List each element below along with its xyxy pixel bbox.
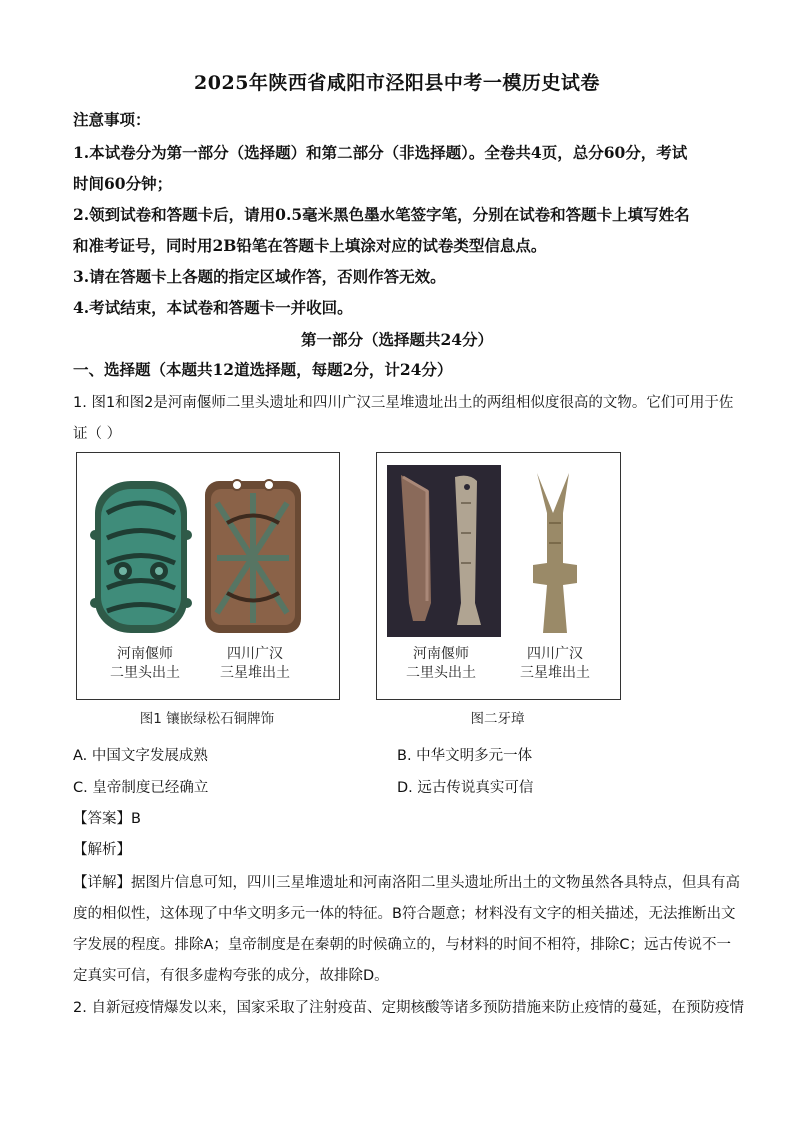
figure-1-right-label: [205, 645, 305, 683]
q2-stem-line-1: 2. 自新冠疫情爆发以来，国家采取了注射疫苗、定期核酸等诸多预防措施来防止疫情的蔓延，在预防疫情: [73, 1000, 744, 1016]
figure-1-caption: 图1 镶嵌绿松石铜牌饰: [139, 711, 275, 727]
notice-line-6: 4.考试结束，本试卷和答题卡一并收回。: [73, 298, 353, 317]
q1-detail-line-4: 定真实可信，有很多虚构夸张的成分，故排除D。: [73, 968, 389, 984]
q1-option-b[interactable]: B. 中华文明多元一体: [397, 748, 533, 764]
figure-1-left-label-line-1: 河南偃师: [117, 646, 173, 662]
notice-heading: 注意事项：: [73, 110, 151, 129]
q1-option-d[interactable]: D. 远古传说真实可信: [397, 780, 534, 796]
notice-line-1: 1.本试卷分为第一部分（选择题）和第二部分（非选择题）。全卷共4页，总分60分，考试: [73, 143, 688, 162]
erlitou-yazhang: [387, 465, 501, 637]
figure-2-left-label: [391, 645, 491, 683]
figure-2-right-label-line-1: 四川广汉: [527, 646, 583, 662]
q1-option-c[interactable]: C. 皇帝制度已经确立: [73, 780, 209, 796]
notice-line-4: 和准考证号，同时用2B铅笔在答题卡上填涂对应的试卷类型信息点。: [73, 236, 547, 255]
figure-1-right-label-line-1: 四川广汉: [227, 646, 283, 662]
notice-line-3: 2.领到试卷和答题卡后，请用0.5毫米黑色墨水笔签字笔，分别在试卷和答题卡上填写姓名: [73, 205, 690, 224]
part-one-heading: 第一部分（选择题共24分）: [300, 330, 494, 349]
notice-line-2: 时间60分钟；: [73, 174, 173, 193]
sanxingdui-yazhang: [533, 473, 577, 633]
q1-detail-line-1: 【详解】据图片信息可知，四川三星堆遗址和河南洛阳二里头遗址所出土的文物虽然各具特点，但具有高: [73, 875, 740, 891]
figure-1-right-label-line-2: 三星堆出土: [220, 665, 290, 681]
figure-2-right-label-line-2: 三星堆出土: [520, 665, 590, 681]
figure-2-left-label-line-2: 二里头出土: [406, 665, 476, 681]
page-title: 2025年陕西省咸阳市泾阳县中考一模历史试卷: [194, 72, 600, 94]
q1-detail-line-3: 字发展的程度。排除A；皇帝制度是在秦朝的时候确立的，与材料的时间不相符，排除C；远古传说不一: [73, 937, 732, 953]
q1-option-a[interactable]: A. 中国文字发展成熟: [73, 748, 208, 764]
figure-2-image: [377, 453, 620, 643]
q1-answer: 【答案】B: [73, 811, 141, 827]
figure-2-box: [376, 452, 621, 700]
notice-line-5: 3.请在答题卡上各题的指定区域作答，否则作答无效。: [73, 267, 446, 286]
figure-2-left-label-line-1: 河南偃师: [413, 646, 469, 662]
figure-1-image: [77, 453, 339, 643]
figure-2-right-label: [501, 645, 609, 683]
figure-1-left-label: [95, 645, 195, 683]
bronze-plaque: [205, 480, 301, 633]
q1-detail-line-2: 度的相似性，这体现了中华文明多元一体的特征。B符合题意；材料没有文字的相关描述，无法推断出文: [73, 906, 736, 922]
figure-1-left-label-line-2: 二里头出土: [110, 665, 180, 681]
q1-stem-line-1: 1. 图1和图2是河南偃师二里头遗址和四川广汉三星堆遗址出土的两组相似度很高的文物。它们可用于佐: [73, 395, 734, 411]
q1-analysis-label: 【解析】: [73, 842, 131, 858]
figure-1-box: [76, 452, 340, 700]
turquoise-plaque: [90, 481, 192, 633]
figure-2-caption: 图二牙璋: [470, 711, 525, 727]
section-one-heading: 一、选择题（本题共12道选择题，每题2分，计24分）: [73, 360, 453, 379]
q1-stem-line-2: 证（ ）: [73, 426, 122, 442]
